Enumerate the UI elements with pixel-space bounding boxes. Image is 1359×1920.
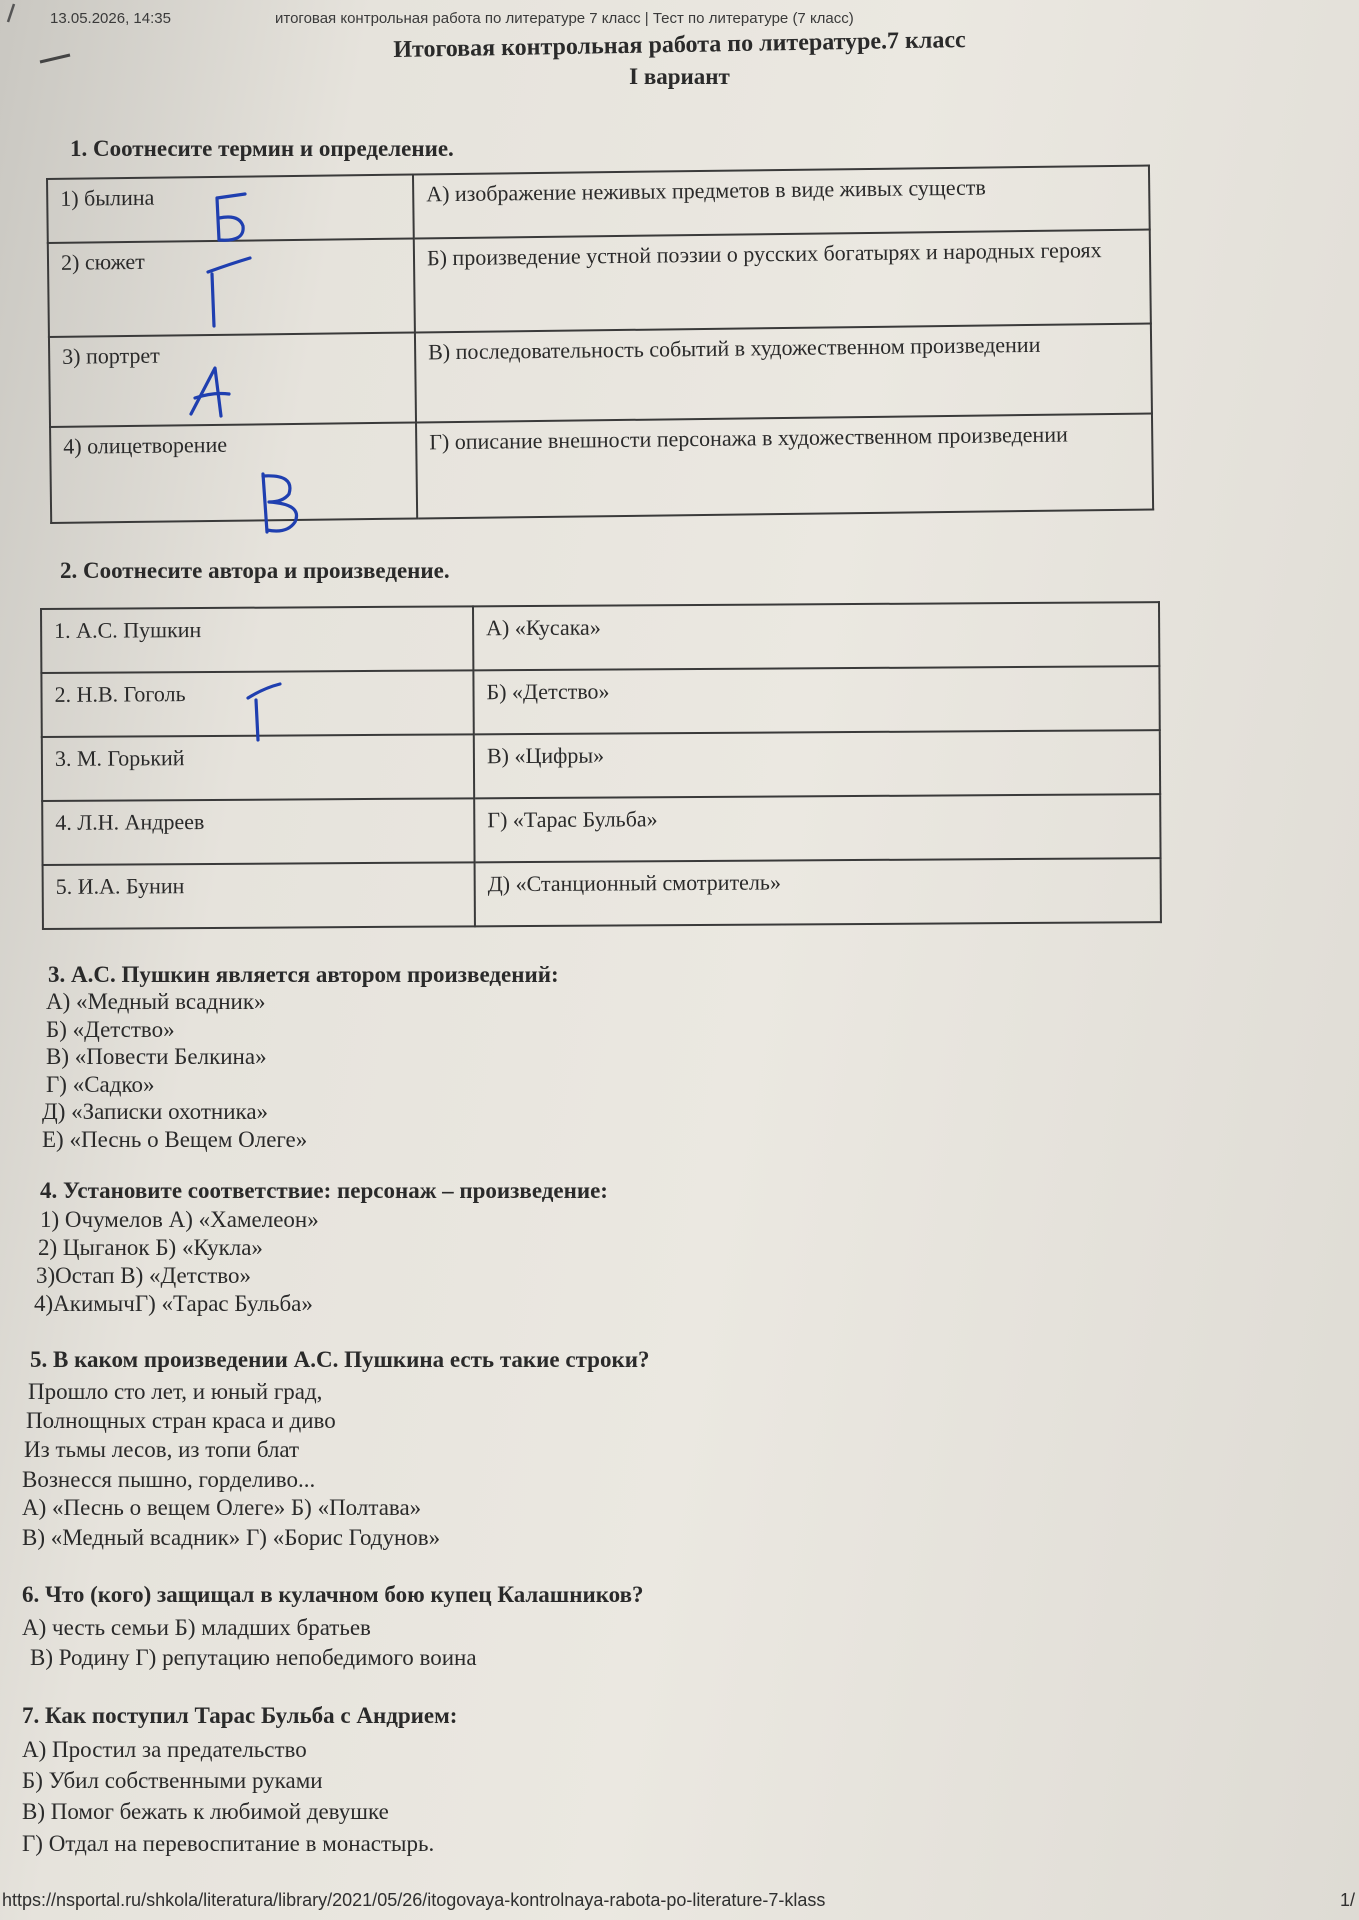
question-5: 5. В каком произведении А.С. Пушкина есть такие строки?: [30, 1347, 650, 1372]
option: А) честь семьи Б) младших братьев: [22, 1615, 371, 1640]
author-cell: 3. М. Горький: [42, 734, 474, 801]
question-7: 7. Как поступил Тарас Бульба с Андрием:: [22, 1703, 458, 1728]
table-row: [41, 602, 1159, 673]
work-cell: А) «Кусака»: [473, 602, 1159, 670]
definition-cell: В) последовательность событий в художественном произведении: [415, 324, 1152, 423]
definition-cell: А) изображение неживых предметов в виде живых существ: [413, 166, 1150, 239]
question-3: 3. А.С. Пушкин является автором произведений:: [48, 962, 559, 987]
handwritten-answer-2: [200, 252, 270, 332]
definition-cell: Г) описание внешности персонажа в художественном произведении: [416, 414, 1153, 519]
work-cell: Г) «Тарас Бульба»: [474, 794, 1160, 862]
handwritten-answer-q2: [240, 678, 290, 748]
option: Б) Убил собственными руками: [22, 1768, 323, 1793]
definition-cell: Б) произведение устной поэзии о русских богатырях и народных героях: [414, 230, 1151, 333]
option: В) Помог бежать к любимой девушке: [22, 1799, 389, 1824]
author-cell: 4. Л.Н. Андреев: [42, 798, 474, 865]
option: В) Родину Г) репутацию непобедимого воина: [30, 1645, 477, 1670]
table-row: [42, 730, 1160, 801]
option: Е) «Песнь о Вещем Олеге»: [42, 1127, 308, 1152]
table-row: [41, 666, 1159, 737]
work-cell: В) «Цифры»: [474, 730, 1160, 798]
question-4: 4. Установите соответствие: персонаж – произведение:: [40, 1178, 608, 1203]
term-cell: 3) портрет: [49, 333, 416, 427]
table-row: [50, 414, 1153, 523]
work-cell: Д) «Станционный смотритель»: [475, 858, 1161, 926]
variant-label: I вариант: [629, 64, 730, 89]
print-datetime: 13.05.2026, 14:35: [50, 10, 171, 27]
author-cell: 1. А.С. Пушкин: [41, 606, 473, 673]
work-cell: Б) «Детство»: [473, 666, 1159, 734]
author-cell: 5. И.А. Бунин: [43, 862, 475, 929]
term-cell: 1) былина: [47, 175, 414, 243]
option: В) «Повести Белкина»: [46, 1044, 267, 1069]
print-doc-title: итоговая контрольная работа по литературе 7 класс | Тест по литературе (7 класс): [275, 10, 854, 27]
table-row: [43, 858, 1161, 929]
option: 4)АкимычГ) «Тарас Бульба»: [34, 1291, 313, 1316]
print-footer: [0, 1890, 1359, 1914]
question-2: 2. Соотнесите автора и произведение.: [60, 558, 450, 583]
option: Б) «Детство»: [46, 1017, 175, 1042]
handwritten-answer-4: [255, 470, 315, 536]
option: А) «Медный всадник»: [46, 989, 266, 1014]
question-6: 6. Что (кого) защищал в кулачном бою купец Калашников?: [22, 1582, 644, 1607]
option: В) «Медный всадник» Г) «Борис Годунов»: [22, 1525, 441, 1550]
option: 3)Остап В) «Детство»: [36, 1263, 251, 1288]
option: Г) «Садко»: [46, 1072, 155, 1097]
poem-line: Полнощных стран краса и диво: [26, 1408, 336, 1433]
term-cell: 2) сюжет: [48, 239, 415, 337]
option: Д) «Записки охотника»: [42, 1099, 269, 1124]
poem-line: Из тьмы лесов, из топи блат: [24, 1437, 300, 1462]
author-work-table: [40, 601, 1162, 930]
poem-line: Вознесся пышно, горделиво...: [22, 1467, 316, 1492]
author-cell: 2. Н.В. Гоголь: [41, 670, 473, 737]
question-1: 1. Соотнесите термин и определение.: [70, 136, 454, 161]
page-title: Итоговая контрольная работа по литературе.7 класс: [393, 27, 966, 63]
page-number: 1/: [1340, 1890, 1356, 1910]
option: 1) Очумелов А) «Хамелеон»: [40, 1207, 319, 1232]
term-cell: 4) олицетворение: [50, 422, 417, 522]
table-row: [42, 794, 1160, 865]
option: 2) Цыганок Б) «Кукла»: [38, 1235, 263, 1260]
handwritten-answer-1: [205, 188, 265, 248]
poem-line: Прошло сто лет, и юный град,: [28, 1379, 323, 1404]
option: А) Простил за предательство: [22, 1737, 307, 1762]
print-url: https://nsportal.ru/shkola/literatura/library/2021/05/26/itogovaya-kontrolnaya-rabota-po-literature-7-klass: [2, 1890, 826, 1910]
option: А) «Песнь о вещем Олеге» Б) «Полтава»: [22, 1495, 422, 1520]
option: Г) Отдал на перевоспитание в монастырь.: [22, 1831, 435, 1856]
handwritten-answer-3: [185, 362, 245, 422]
